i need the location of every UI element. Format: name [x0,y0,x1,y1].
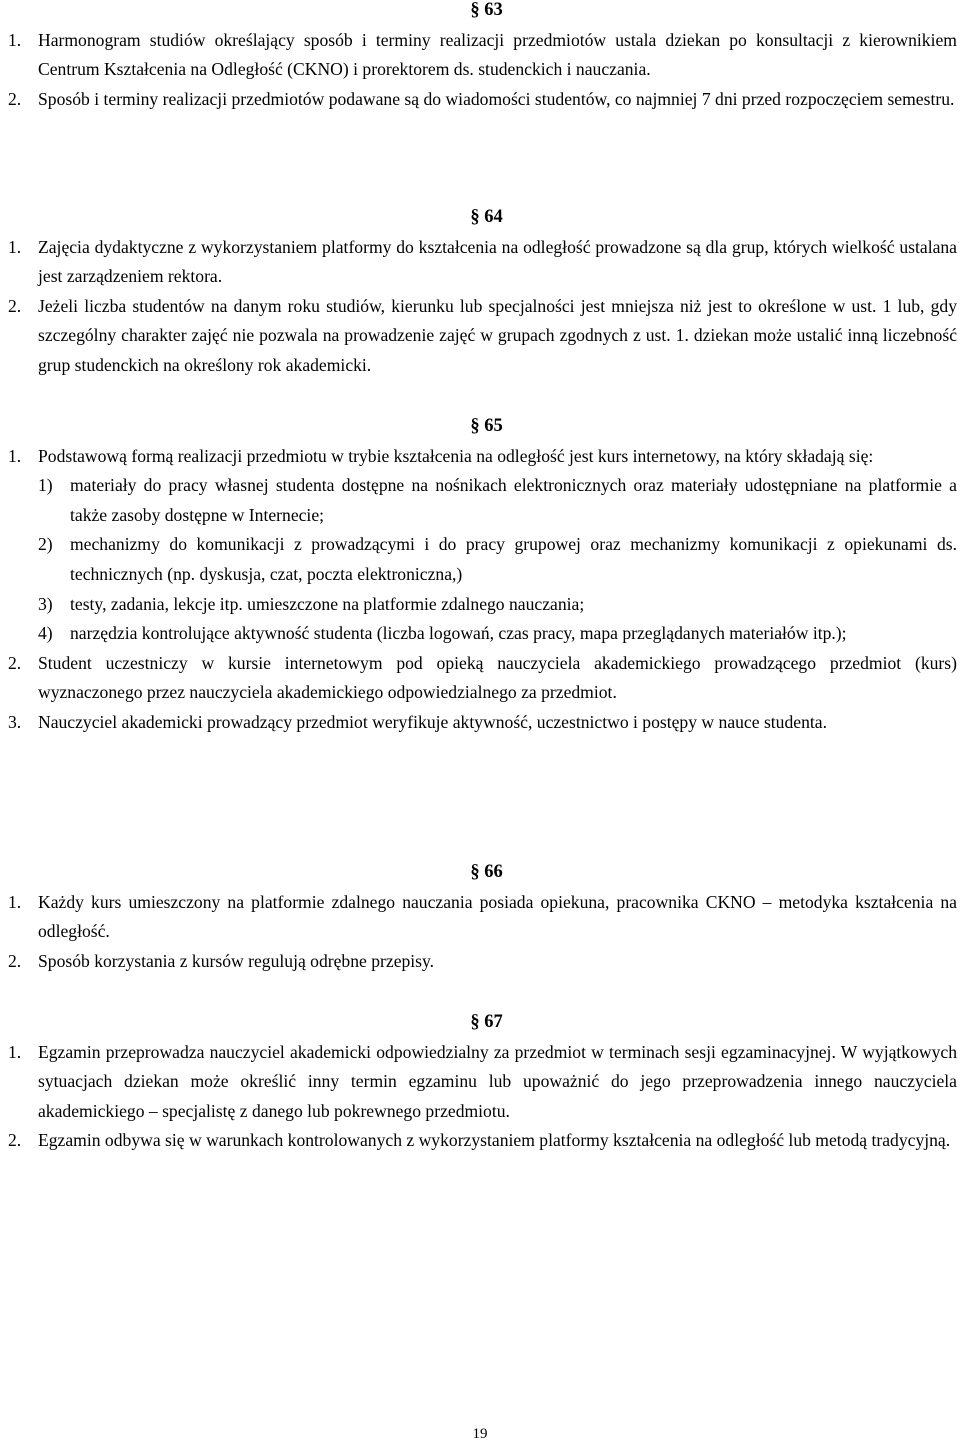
list-item-text: narzędzia kontrolujące aktywność studenta (liczba logowań, czas pracy, mapa przeglądanych materiałów itp.); [70,623,847,644]
paragraph [8,649,957,708]
paragraph-number: 2. [8,652,22,673]
paragraph [8,26,957,85]
page-number: 19 [472,1426,488,1442]
list-item-number: 2) [38,534,53,555]
section-number: 65 [484,416,503,436]
section-64 [8,203,957,381]
paragraph-number: 2. [8,950,22,971]
section-65 [8,412,957,738]
section-heading [8,858,957,888]
paragraph-number: 1. [8,1041,22,1062]
paragraph-number: 1. [8,29,22,50]
section-sign: § [470,416,480,436]
paragraph-number: 2. [8,295,22,316]
paragraph-text: Każdy kurs umieszczony na platformie zdalnego nauczania posiada opiekuna, pracownika CKNO – metodyka kształcenia na odległość. [38,891,957,942]
paragraph-number: 2. [8,1130,22,1151]
paragraph-text: Zajęcia dydaktyczne z wykorzystaniem platformy do kształcenia na odległość prowadzone są dla grup, których wielkość ustalana jest zarządzeniem rektora. [38,236,957,287]
paragraph [8,708,957,738]
paragraph-text: Nauczyciel akademicki prowadzący przedmiot weryfikuje aktywność, uczestnictwo i postępy w nauce studenta. [38,711,827,732]
section-heading [8,203,957,233]
paragraph-number: 1. [8,445,22,466]
paragraph-text: Sposób korzystania z kursów regulują odrębne przepisy. [38,950,435,971]
paragraph [8,947,957,977]
list-item-text: mechanizmy do komunikacji z prowadzącymi i do pracy grupowej oraz mechanizmy komunikacji z opiekunami ds. technicznych (np. dyskusja, czat, poczta elektroniczna,) [70,534,957,584]
list-item-number: 3) [38,593,53,614]
paragraph-number: 1. [8,236,22,257]
section-number: 63 [484,0,503,20]
section-heading [8,0,957,26]
section-sign: § [470,1012,480,1032]
section-heading [8,412,957,442]
section-number: 67 [484,1012,503,1032]
paragraph-number: 1. [8,891,22,912]
section-sign: § [470,207,480,227]
section-67 [8,1008,957,1156]
list-item [8,619,957,649]
section-sign: § [470,0,480,20]
list-item [8,590,957,620]
list-item [8,471,957,530]
section-heading [8,1008,957,1038]
section-66 [8,858,957,976]
paragraph [8,442,957,472]
paragraph [8,233,957,292]
section-sign: § [470,862,480,882]
paragraph [8,1126,957,1156]
paragraph-text: Harmonogram studiów określający sposób i terminy realizacji przedmiotów ustala dziekan po konsultacji z kierownikiem Centrum Kształcenia na Odległość (CKNO) i prorektorem ds. studenckich i nauczania. [38,29,957,80]
list-item-number: 1) [38,475,53,496]
paragraph-text: Egzamin przeprowadza nauczyciel akademicki odpowiedzialny za przedmiot w terminach sesji egzaminacyjnej. W wyjątkowych sytuacjach dziekan może określić inny termin egzaminu lub upoważnić do jego przeprowadzenia innego nauczyciela akademickiego – specjalistę z danego lub pokrewnego przedmiotu. [38,1041,957,1121]
paragraph [8,85,957,115]
list-item-text: materiały do pracy własnej studenta dostępne na nośnikach elektronicznych oraz materiały udostępniane na platformie a także zasoby dostępne w Internecie; [70,475,957,525]
section-number: 66 [484,862,503,882]
paragraph-number: 3. [8,711,22,732]
paragraph-number: 2. [8,88,22,109]
list-item-number: 4) [38,623,53,644]
paragraph-text: Jeżeli liczba studentów na danym roku studiów, kierunku lub specjalności jest mniejsza niż jest to określone w ust. 1 lub, gdy szczególny charakter zajęć nie pozwala na prowadzenie zajęć w grupach zgodnych z ust. 1. dziekan może ustalić inną liczebność grup studenckich na określony rok akademicki. [38,295,957,375]
paragraph [8,888,957,947]
paragraph-text: Student uczestniczy w kursie internetowym pod opieką nauczyciela akademickiego prowadzącego przedmiot (kurs) wyznaczonego przez nauczyciela akademickiego odpowiedzialnego za przedmiot. [38,652,957,703]
section-63 [8,0,957,114]
paragraph-text: Egzamin odbywa się w warunkach kontrolowanych z wykorzystaniem platformy kształcenia na odległość lub metodą tradycyjną. [38,1130,951,1151]
paragraph [8,1038,957,1127]
paragraph [8,292,957,381]
paragraph-text: Sposób i terminy realizacji przedmiotów podawane są do wiadomości studentów, co najmniej 7 dni przed rozpoczęciem semestru. [38,88,955,109]
list-item [8,530,957,589]
section-number: 64 [484,207,503,227]
paragraph-text: Podstawową formą realizacji przedmiotu w trybie kształcenia na odległość jest kurs internetowy, na który składają się: [38,445,874,466]
list-item-text: testy, zadania, lekcje itp. umieszczone na platformie zdalnego nauczania; [70,593,585,614]
